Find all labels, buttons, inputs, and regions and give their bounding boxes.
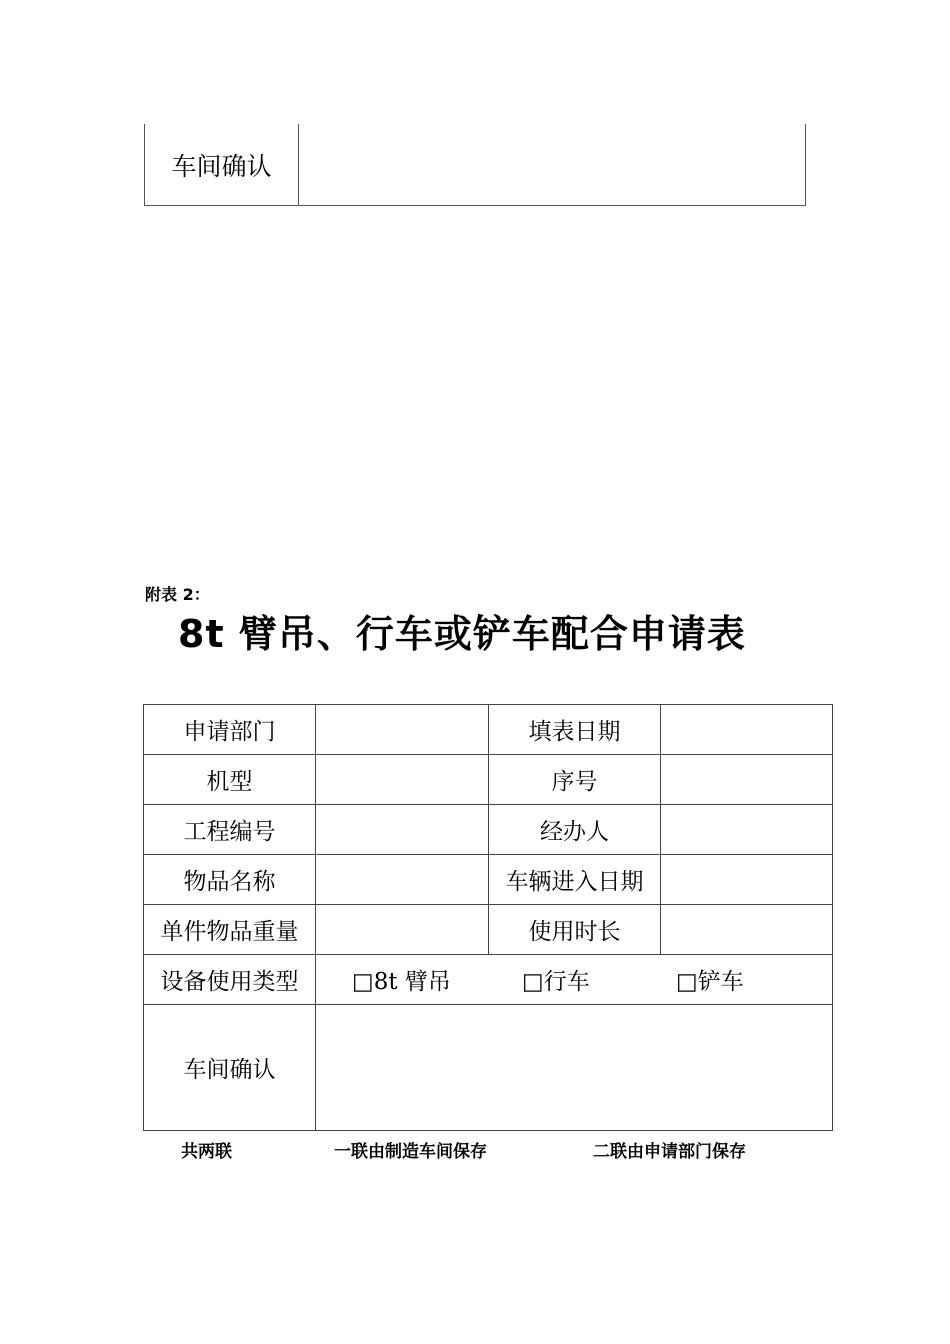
field-value-department[interactable] — [316, 705, 489, 755]
field-value-item-name[interactable] — [316, 855, 489, 905]
application-form-table — [143, 704, 833, 1131]
field-label: 填表日期 — [489, 705, 661, 755]
form-row — [144, 755, 833, 805]
workshop-confirm-field[interactable] — [316, 1005, 833, 1131]
annex-label: 附表 2： — [145, 585, 210, 604]
equipment-type-label: 设备使用类型 — [144, 955, 316, 1005]
field-value-usage-duration[interactable] — [661, 905, 833, 955]
form-row — [144, 805, 833, 855]
field-label: 物品名称 — [144, 855, 316, 905]
option-8t-jib-crane-checkbox[interactable]: □8t 臂吊 — [352, 969, 451, 995]
top-confirm-label: 车间确认 — [145, 124, 299, 205]
workshop-confirm-label: 车间确认 — [144, 1005, 316, 1131]
field-value-vehicle-entry-date[interactable] — [661, 855, 833, 905]
form-row — [144, 705, 833, 755]
field-label: 申请部门 — [144, 705, 316, 755]
field-value-model[interactable] — [316, 755, 489, 805]
footer-copy-1: 一联由制造车间保存 — [334, 1142, 487, 1162]
field-value-fill-date[interactable] — [661, 705, 833, 755]
workshop-confirm-row — [144, 1005, 833, 1131]
option-forklift-checkbox[interactable]: □铲车 — [676, 969, 744, 995]
form-row — [144, 905, 833, 955]
equipment-type-row — [144, 955, 833, 1005]
footer-copies: 共两联 — [181, 1142, 232, 1162]
form-footer — [0, 1137, 950, 1162]
field-label: 机型 — [144, 755, 316, 805]
field-label: 序号 — [489, 755, 661, 805]
field-value-item-weight[interactable] — [316, 905, 489, 955]
field-label: 使用时长 — [489, 905, 661, 955]
field-value-serial[interactable] — [661, 755, 833, 805]
field-label: 工程编号 — [144, 805, 316, 855]
form-title: 8t 臂吊、行车或铲车配合申请表 — [178, 612, 746, 656]
footer-copy-2: 二联由申请部门保存 — [593, 1142, 746, 1162]
top-confirm-table — [144, 124, 806, 206]
field-label: 单件物品重量 — [144, 905, 316, 955]
field-label: 经办人 — [489, 805, 661, 855]
field-value-handler[interactable] — [661, 805, 833, 855]
field-value-project-number[interactable] — [316, 805, 489, 855]
form-row — [144, 855, 833, 905]
option-overhead-crane-checkbox[interactable]: □行车 — [522, 969, 590, 995]
equipment-type-options — [316, 955, 833, 1005]
field-label: 车辆进入日期 — [489, 855, 661, 905]
